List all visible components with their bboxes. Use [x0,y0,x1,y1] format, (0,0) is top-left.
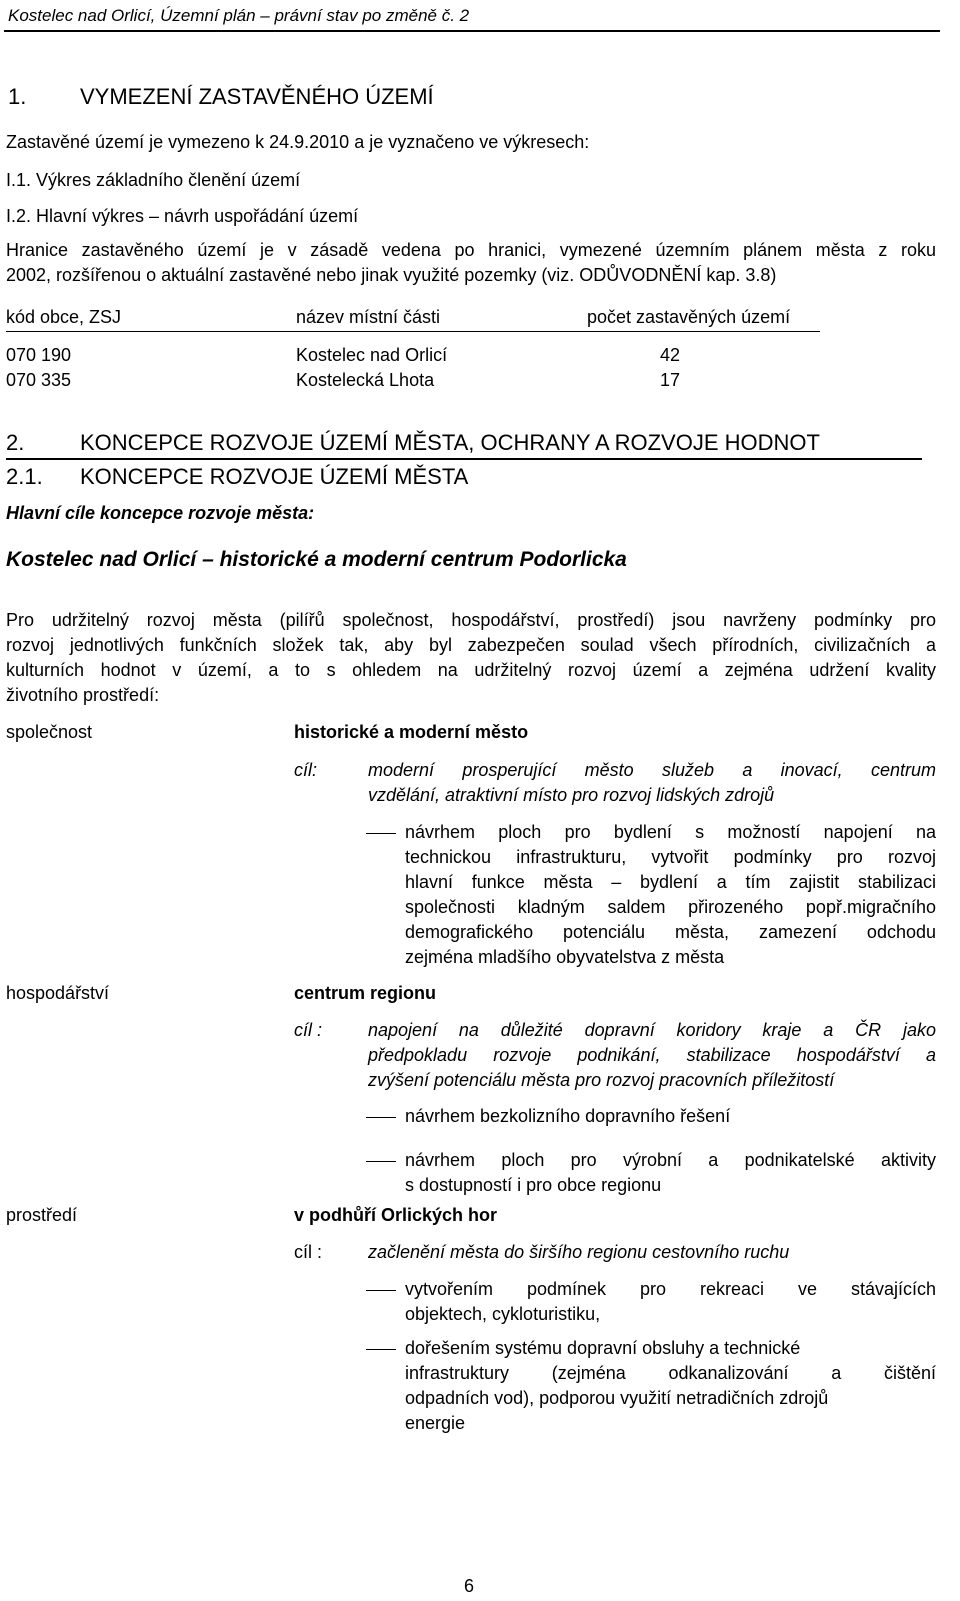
table-cell-count: 42 [660,345,681,365]
bullet-dash [366,1117,396,1118]
table-cell-name: Kostelecká Lhota [296,370,435,390]
goal-line: zvýšení potenciálu města pro rozvoj pracovních příležitostí [368,1070,835,1090]
paragraph-line-4: životního prostředí: [6,685,160,705]
bullet-dash [366,1349,396,1350]
header-rule [4,30,940,32]
bullet-line: návrhem ploch pro bydlení s možností napojení na [405,822,936,842]
section-1-title: VYMEZENÍ ZASTAVĚNÉHO ÚZEMÍ [80,84,434,109]
goal-label: cíl : [294,1242,323,1262]
table-cell-name: Kostelec nad Orlicí [296,345,448,365]
section-1-number: 1. [8,84,27,109]
section-2-number: 2. [6,430,25,455]
paragraph-line-2: rozvoj jednotlivých funkčních složek tak, aby byl zabezpečen soulad všech přírodních, civilizačních a [6,635,936,655]
pillar-heading-economy: centrum regionu [294,983,437,1003]
pillar-heading-society: historické a moderní město [294,722,529,742]
bullet-line: energie [405,1413,466,1433]
section-1-intro: Zastavěné území je vymezeno k 24.9.2010 a je vyznačeno ve výkresech: [6,132,590,152]
bullet-line: s dostupností i pro obce regionu [405,1175,662,1195]
bullet-line: návrhem bezkolizního dopravního řešení [405,1106,731,1126]
goal-line: moderní prosperující město služeb a inovací, centrum [368,760,936,780]
goal-label: cíl: [294,760,318,780]
goal-line: předpokladu rozvoje podnikání, stabilizace hospodářství a [368,1045,936,1065]
drawing-item-2: I.2. Hlavní výkres – návrh uspořádání území [6,206,359,226]
goal-line: začlenění města do širšího regionu cestovního ruchu [368,1242,790,1262]
bullet-line: demografického potenciálu města, zamezení odchodu [405,922,936,942]
bullet-dash [366,833,396,834]
table-cell-code: 070 335 [6,370,72,390]
pillar-label-environment: prostředí [6,1205,78,1225]
table-header-name: název místní části [296,307,441,327]
bullet-line: návrhem ploch pro výrobní a podnikatelské aktivity [405,1150,936,1170]
goal-line: napojení na důležité dopravní koridory kraje a ČR jako [368,1020,936,1040]
pillar-label-society: společnost [6,722,93,742]
bullet-line: technickou infrastrukturu, vytvořit podmínky pro rozvoj [405,847,936,867]
paragraph-line-1: Pro udržitelný rozvoj města (pilířů společnost, hospodářství, prostředí) jsou navrženy podmínky pro [6,610,936,630]
bullet-line: odpadních vod), podporou využití netradičních zdrojů [405,1388,829,1408]
goal-line: vzdělání, atraktivní místo pro rozvoj lidských zdrojů [368,785,775,805]
drawing-item-1: I.1. Výkres základního členění území [6,170,301,190]
goals-label: Hlavní cíle koncepce rozvoje města: [6,503,315,523]
table-cell-count: 17 [660,370,681,390]
bullet-dash [366,1161,396,1162]
slogan: Kostelec nad Orlicí – historické a moderní centrum Podorlicka [6,548,627,571]
page-number: 6 [464,1576,475,1596]
boundary-line-1: Hranice zastavěného území je v zásadě vedena po hranici, vymezené územním plánem města z roku [6,240,936,260]
boundary-line-2: 2002, rozšířenou o aktuální zastavěné nebo jinak využité pozemky (viz. ODŮVODNĚNÍ kap. 3.8) [6,265,777,285]
section-2-1-title: KONCEPCE ROZVOJE ÚZEMÍ MĚSTA [80,464,469,489]
section-2-rule [6,458,922,460]
bullet-line: dořešením systému dopravní obsluhy a technické [405,1338,801,1358]
table-header-code: kód obce, ZSJ [6,307,122,327]
section-2-1-number: 2.1. [6,464,43,489]
bullet-dash [366,1290,396,1291]
bullet-line: zejména mladšího obyvatelstva z města [405,947,725,967]
running-header: Kostelec nad Orlicí, Územní plán – právní stav po změně č. 2 [8,6,470,25]
bullet-line: hlavní funkce města – bydlení a tím zajistit stabilizaci [405,872,936,892]
table-header-count: počet zastavěných území [587,307,791,327]
bullet-line: objektech, cykloturistiku, [405,1304,601,1324]
paragraph-line-3: kulturních hodnot v území, a to s ohledem na udržitelný rozvoj území a zejména udržení kvality [6,660,936,680]
bullet-line: společnosti kladným saldem přirozeného popř.migračního [405,897,936,917]
table-cell-code: 070 190 [6,345,72,365]
goal-label: cíl : [294,1020,323,1040]
section-2-title: KONCEPCE ROZVOJE ÚZEMÍ MĚSTA, OCHRANY A ROZVOJE HODNOT [80,430,820,455]
bullet-line: vytvořením podmínek pro rekreaci ve stávajících [405,1279,936,1299]
pillar-heading-environment: v podhůří Orlických hor [294,1205,498,1225]
pillar-label-economy: hospodářství [6,983,110,1003]
bullet-line: infrastruktury (zejména odkanalizování a čištění [405,1363,936,1383]
